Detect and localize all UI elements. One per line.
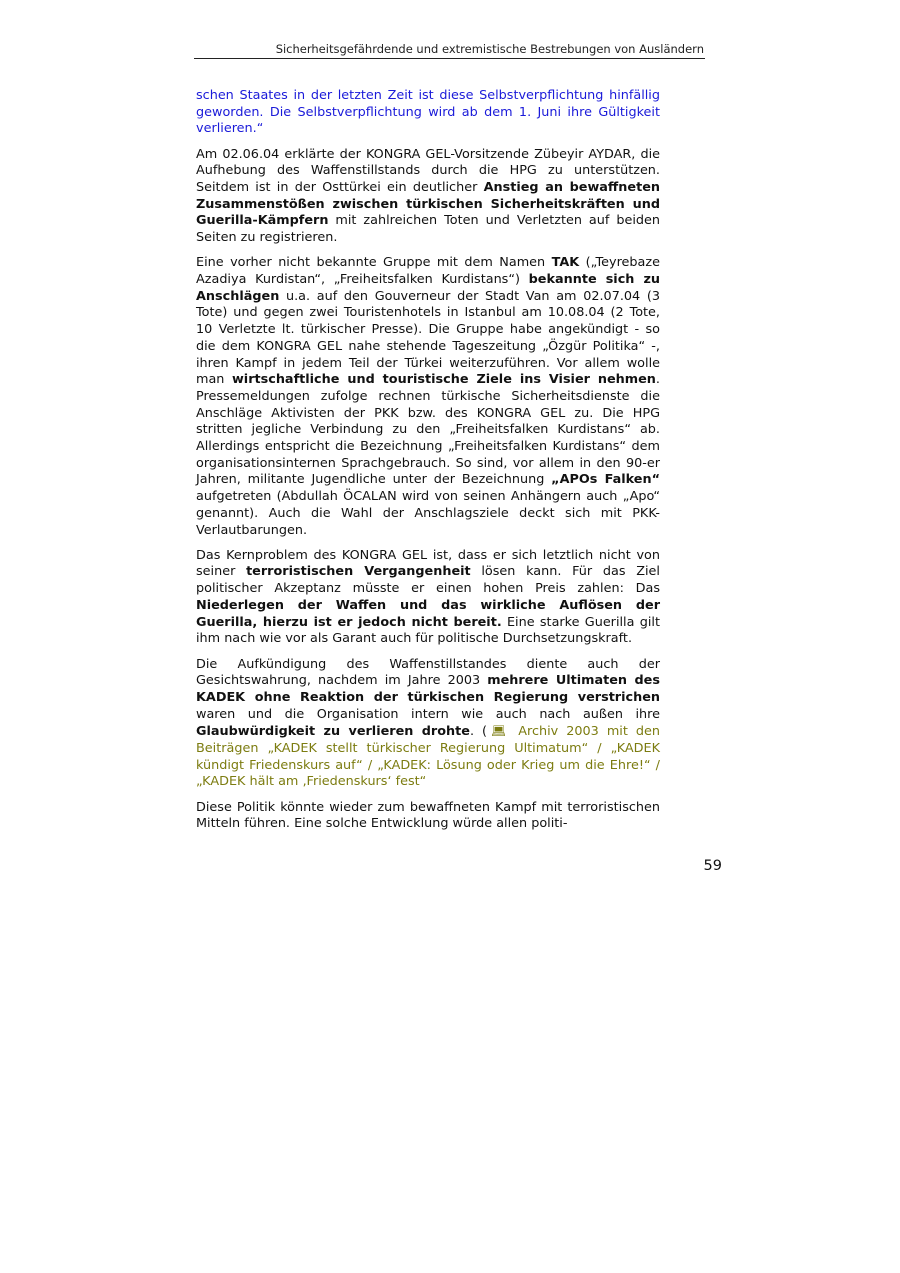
text-run: Das Kernproblem des KONGRA GEL ist, dass er sich letztlich nicht von seiner bbox=[196, 547, 660, 580]
paragraph-tak-group bbox=[196, 255, 660, 539]
paragraph-ceasefire-termination bbox=[196, 657, 660, 792]
text-run: . Pressemeldungen zufolge rechnen türkische Sicherheitsdienste die Anschläge Aktivisten der PKK bzw. des KONGRA GEL zu. Die HPG stritten jegliche Verbindung zu den „Freiheitsfalken Kurdistans“ ab. Allerdings entspricht die Bezeichnung „Freiheitsfalken Kurdistans“ dem organisationsinternen Sprachgebrauch. So sind, vor allem in den 90-er Jahren, militante Jugendliche unter der Bezeichnung bbox=[196, 372, 660, 488]
bold-run: Niederlegen der Waffen und das wirkliche Auflösen der Guerilla, hierzu ist er jedoch nicht bereit. bbox=[196, 597, 660, 630]
text-run: mit zahlreichen Toten und Verletzten auf beiden Seiten zu registrieren. bbox=[196, 213, 660, 246]
paragraph-outlook bbox=[196, 800, 660, 833]
text-run: aufgetreten (Abdullah ÖCALAN wird von seinen Anhängern auch „Apo“ genannt). Auch die Wahl der Anschlagsziele deckt sich mit PKK-Verlautbarungen. bbox=[196, 489, 660, 538]
paragraph-aydar-statement bbox=[196, 147, 660, 247]
text-run: lösen kann. Für das Ziel politischer Akzeptanz müsste er einen hohen Preis zahlen: Das bbox=[196, 564, 660, 597]
cross-reference-text: Archiv 2003 mit den Beiträgen „KADEK stellt türkischer Regierung Ultimatum“ / „KADEK kündigt Friedenskurs auf“ / „KADEK: Lösung oder Krieg um die Ehre!“ / „KADEK hält am ‚Friedenskurs‘ fest“ bbox=[196, 724, 661, 790]
text-run: („Teyrebaze Azadiya Kurdistan“, „Freiheitsfalken Kurdistans“) bbox=[196, 255, 660, 288]
bold-run: mehrere Ultimaten des KADEK ohne Reaktion der türkischen Regierung verstrichen bbox=[196, 673, 660, 705]
text-run: . ( bbox=[469, 724, 488, 740]
bold-run: terroristischen Vergangenheit bbox=[246, 564, 471, 580]
bold-run: Anstieg an bewaffneten Zusammenstößen zwischen türkischen Sicherheitskräften und Guerilla-Kämpfern bbox=[196, 180, 660, 229]
text-run: u.a. auf den Gouverneur der Stadt Van am 02.07.04 (3 Tote) und gegen zwei Touristenhotels in Istanbul am 10.08.04 (2 Tote, 10 Verletzte lt. türkischer Presse). Die Gruppe habe angekündigt - so die dem KONGRA GEL nahe stehende Tageszeitung „Özgür Politika“ -, ihren Kampf in jedem Teil der Türkei weiterzuführen. Vor allem wolle man bbox=[196, 288, 660, 388]
bold-run: Glaubwürdigkeit zu verlieren drohte bbox=[196, 724, 470, 740]
running-head-title: Sicherheitsgefährdende und extremistische Bestrebungen von Ausländern bbox=[275, 42, 704, 56]
text-run: Eine starke Guerilla gilt ihm nach wie vor als Garant auch für politische Durchsetzungskraft. bbox=[196, 614, 660, 647]
text-run: Diese Politik könnte wieder zum bewaffneten Kampf mit terroristischen Mitteln führen. Eine solche Entwicklung würde allen politi- bbox=[196, 799, 660, 832]
text-run: Am 02.06.04 erklärte der KONGRA GEL-Vorsitzende Zübeyir AYDAR, die Aufhebung des Waffenstillstands durch die HPG zu unterstützen. Seitdem ist in der Osttürkei ein deutlicher bbox=[196, 146, 660, 196]
body-text bbox=[196, 88, 660, 842]
bold-run: bekannte sich zu Anschlägen bbox=[196, 272, 661, 304]
computer-icon: 💻︎ bbox=[487, 724, 511, 739]
paragraph-core-problem bbox=[196, 548, 660, 648]
bold-run: „APOs Falken“ bbox=[551, 472, 660, 488]
header-rule bbox=[194, 58, 705, 59]
text-run: Die Aufkündigung des Waffenstillstandes diente auch der Gesichtswahrung, nachdem im Jahre 2003 bbox=[196, 656, 660, 689]
bold-run: wirtschaftliche und touristische Ziele ins Visier nehmen bbox=[231, 372, 656, 388]
text-run: waren und die Organisation intern wie auch nach außen ihre bbox=[196, 706, 660, 722]
bold-run: TAK bbox=[551, 255, 580, 271]
text-run: Eine vorher nicht bekannte Gruppe mit dem Namen bbox=[196, 255, 552, 271]
quote-continuation: schen Staates in der letzten Zeit ist diese Selbstverpflichtung hinfällig geworden. Die Selbstverpflichtung wird ab dem 1. Juni ihre Gültigkeit verlieren.“ bbox=[196, 88, 660, 137]
page-number: 59 bbox=[703, 858, 722, 874]
